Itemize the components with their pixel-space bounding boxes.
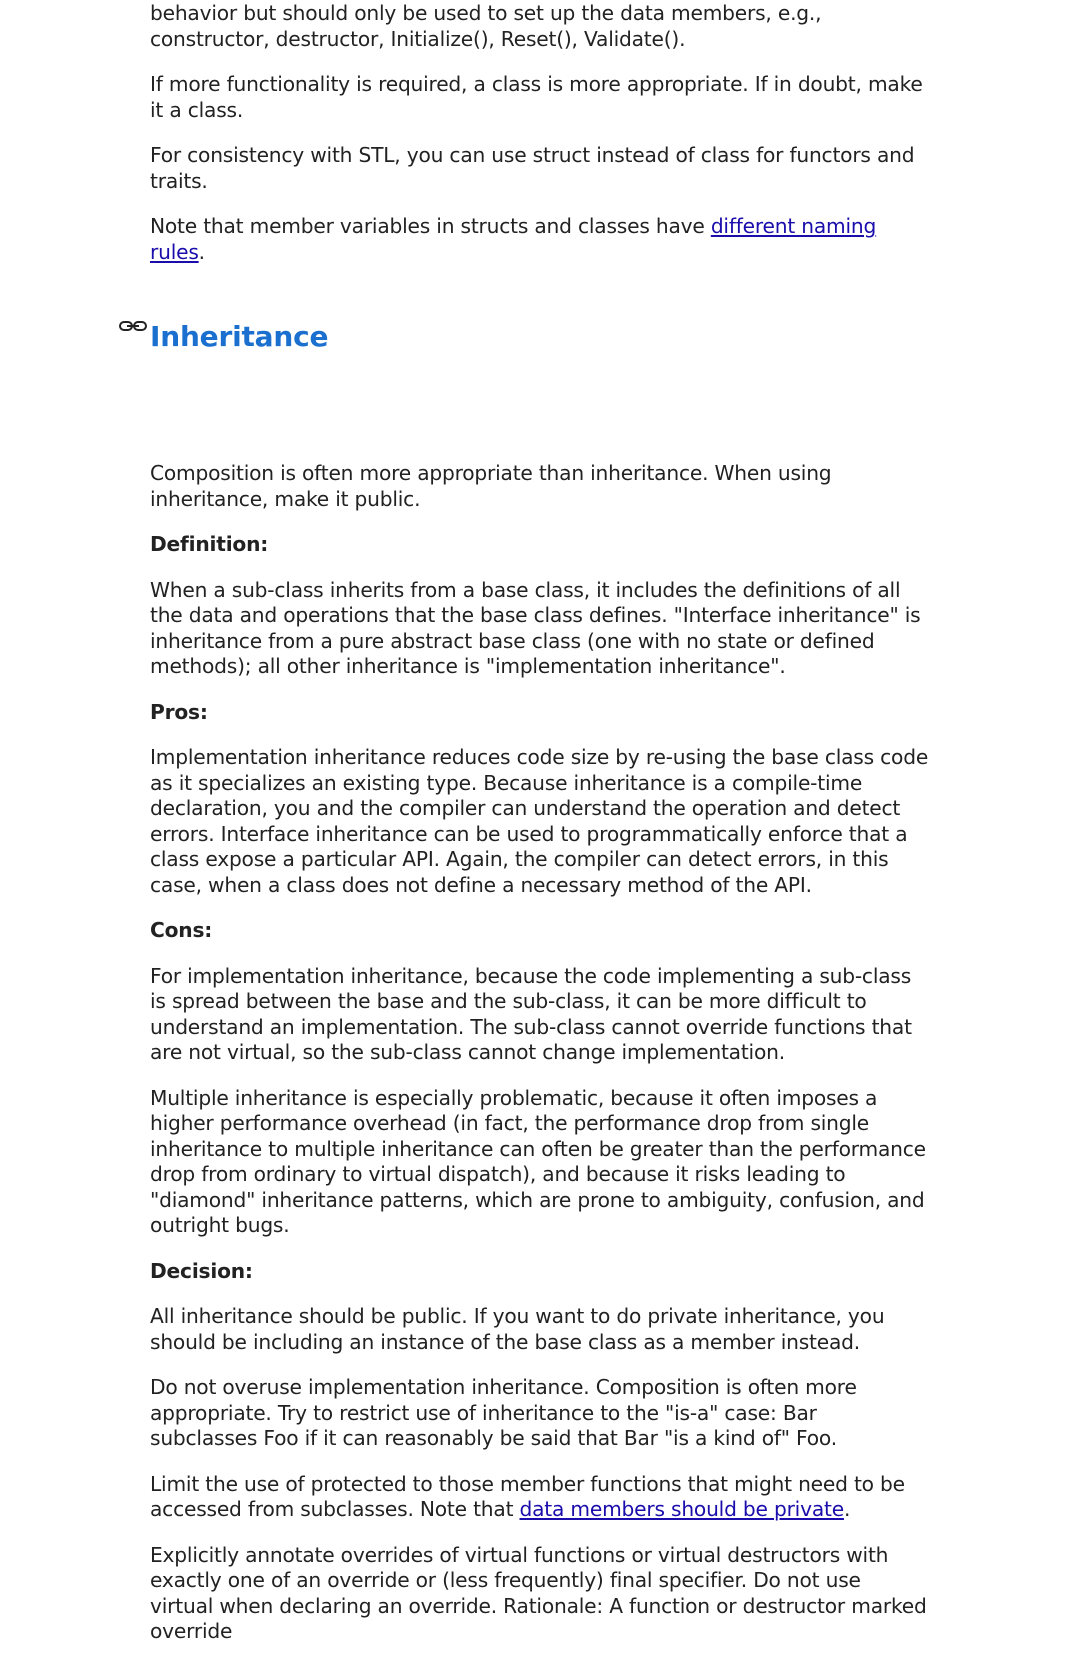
paragraph: behavior but should only be used to set up the data members, e.g., constructor, destructor, Initialize(), Reset(), Validate(). — [150, 1, 822, 51]
naming-rules-link[interactable]: different naming rules — [150, 214, 877, 264]
text-span: Note that member variables in structs and classes have — [150, 214, 711, 238]
paragraph: If more functionality is required, a class is more appropriate. If in doubt, make it a class. — [150, 72, 923, 122]
text-span: . — [843, 1497, 851, 1521]
cons-text: Multiple inheritance is especially problematic, because it often imposes a higher performance overhead (in fact, the performance drop from single inheritance to multiple inheritance can often be greater than the performance drop from ordinary to virtual dispatch), and because it risks leading to "diamond" inheritance patterns, which are prone to ambiguity, confusion, and outright bugs. — [150, 1085, 926, 1237]
section-spacer — [150, 285, 930, 461]
section-title: Inheritance — [150, 319, 329, 353]
definition-text: When a sub-class inherits from a base class, it includes the definitions of all the data and operations that the base class defines. "Interface inheritance" is inheritance from a pure abstract base class (one with no state or defined methods); all other inheritance is "implementation inheritance". — [150, 577, 921, 678]
link-icon[interactable] — [118, 316, 150, 336]
definition-label: Definition: — [150, 532, 269, 556]
pros-text: Implementation inheritance reduces code size by re-using the base class code as it specializes an existing type. Because inheritance is a compile-time declaration, you and the compiler can understand the operation and detect errors. Interface inheritance can be used to programmatically enforce that a class expose a particular API. Again, the compiler can detect errors, in this case, when a class does not define a necessary method of the API. — [150, 745, 929, 897]
decision-text: All inheritance should be public. If you want to do private inheritance, you should be including an instance of the base class as a member instead. — [150, 1304, 885, 1354]
decision-text: Do not overuse implementation inheritance. Composition is often more appropriate. Try to restrict use of inheritance to the "is-a" case: Bar subclasses Foo if it can reasonably be said that Bar "is a kind of" Foo. — [150, 1375, 857, 1450]
document-body — [150, 0, 930, 1665]
pros-label: Pros: — [150, 699, 208, 724]
text-span: Limit the use of protected to those member functions that might need to be accessed from subclasses. Note that — [150, 1471, 905, 1521]
decision-text: Explicitly annotate overrides of virtual functions or virtual destructors with exactly one of an override or (less frequently) final specifier. Do not use virtual when declaring an override. Rationale: A function or destructor marked override — [150, 1542, 927, 1643]
section-heading — [118, 314, 328, 358]
decision-text — [150, 1472, 930, 1523]
decision-label: Decision: — [150, 1258, 253, 1283]
text-span: . — [198, 239, 205, 264]
cons-text: For implementation inheritance, because the code implementing a sub-class is spread between the base and the sub-class, it can be more difficult to understand an implementation. The sub-class cannot override functions that are not virtual, so the sub-class cannot change implementation. — [150, 963, 912, 1064]
section-summary: Composition is often more appropriate than inheritance. When using inheritance, make it public. — [150, 461, 832, 511]
private-data-members-link[interactable]: data members should be private — [519, 1497, 844, 1521]
paragraph — [150, 214, 930, 265]
cons-label: Cons: — [150, 918, 213, 942]
paragraph: For consistency with STL, you can use struct instead of class for functors and traits. — [150, 143, 915, 193]
